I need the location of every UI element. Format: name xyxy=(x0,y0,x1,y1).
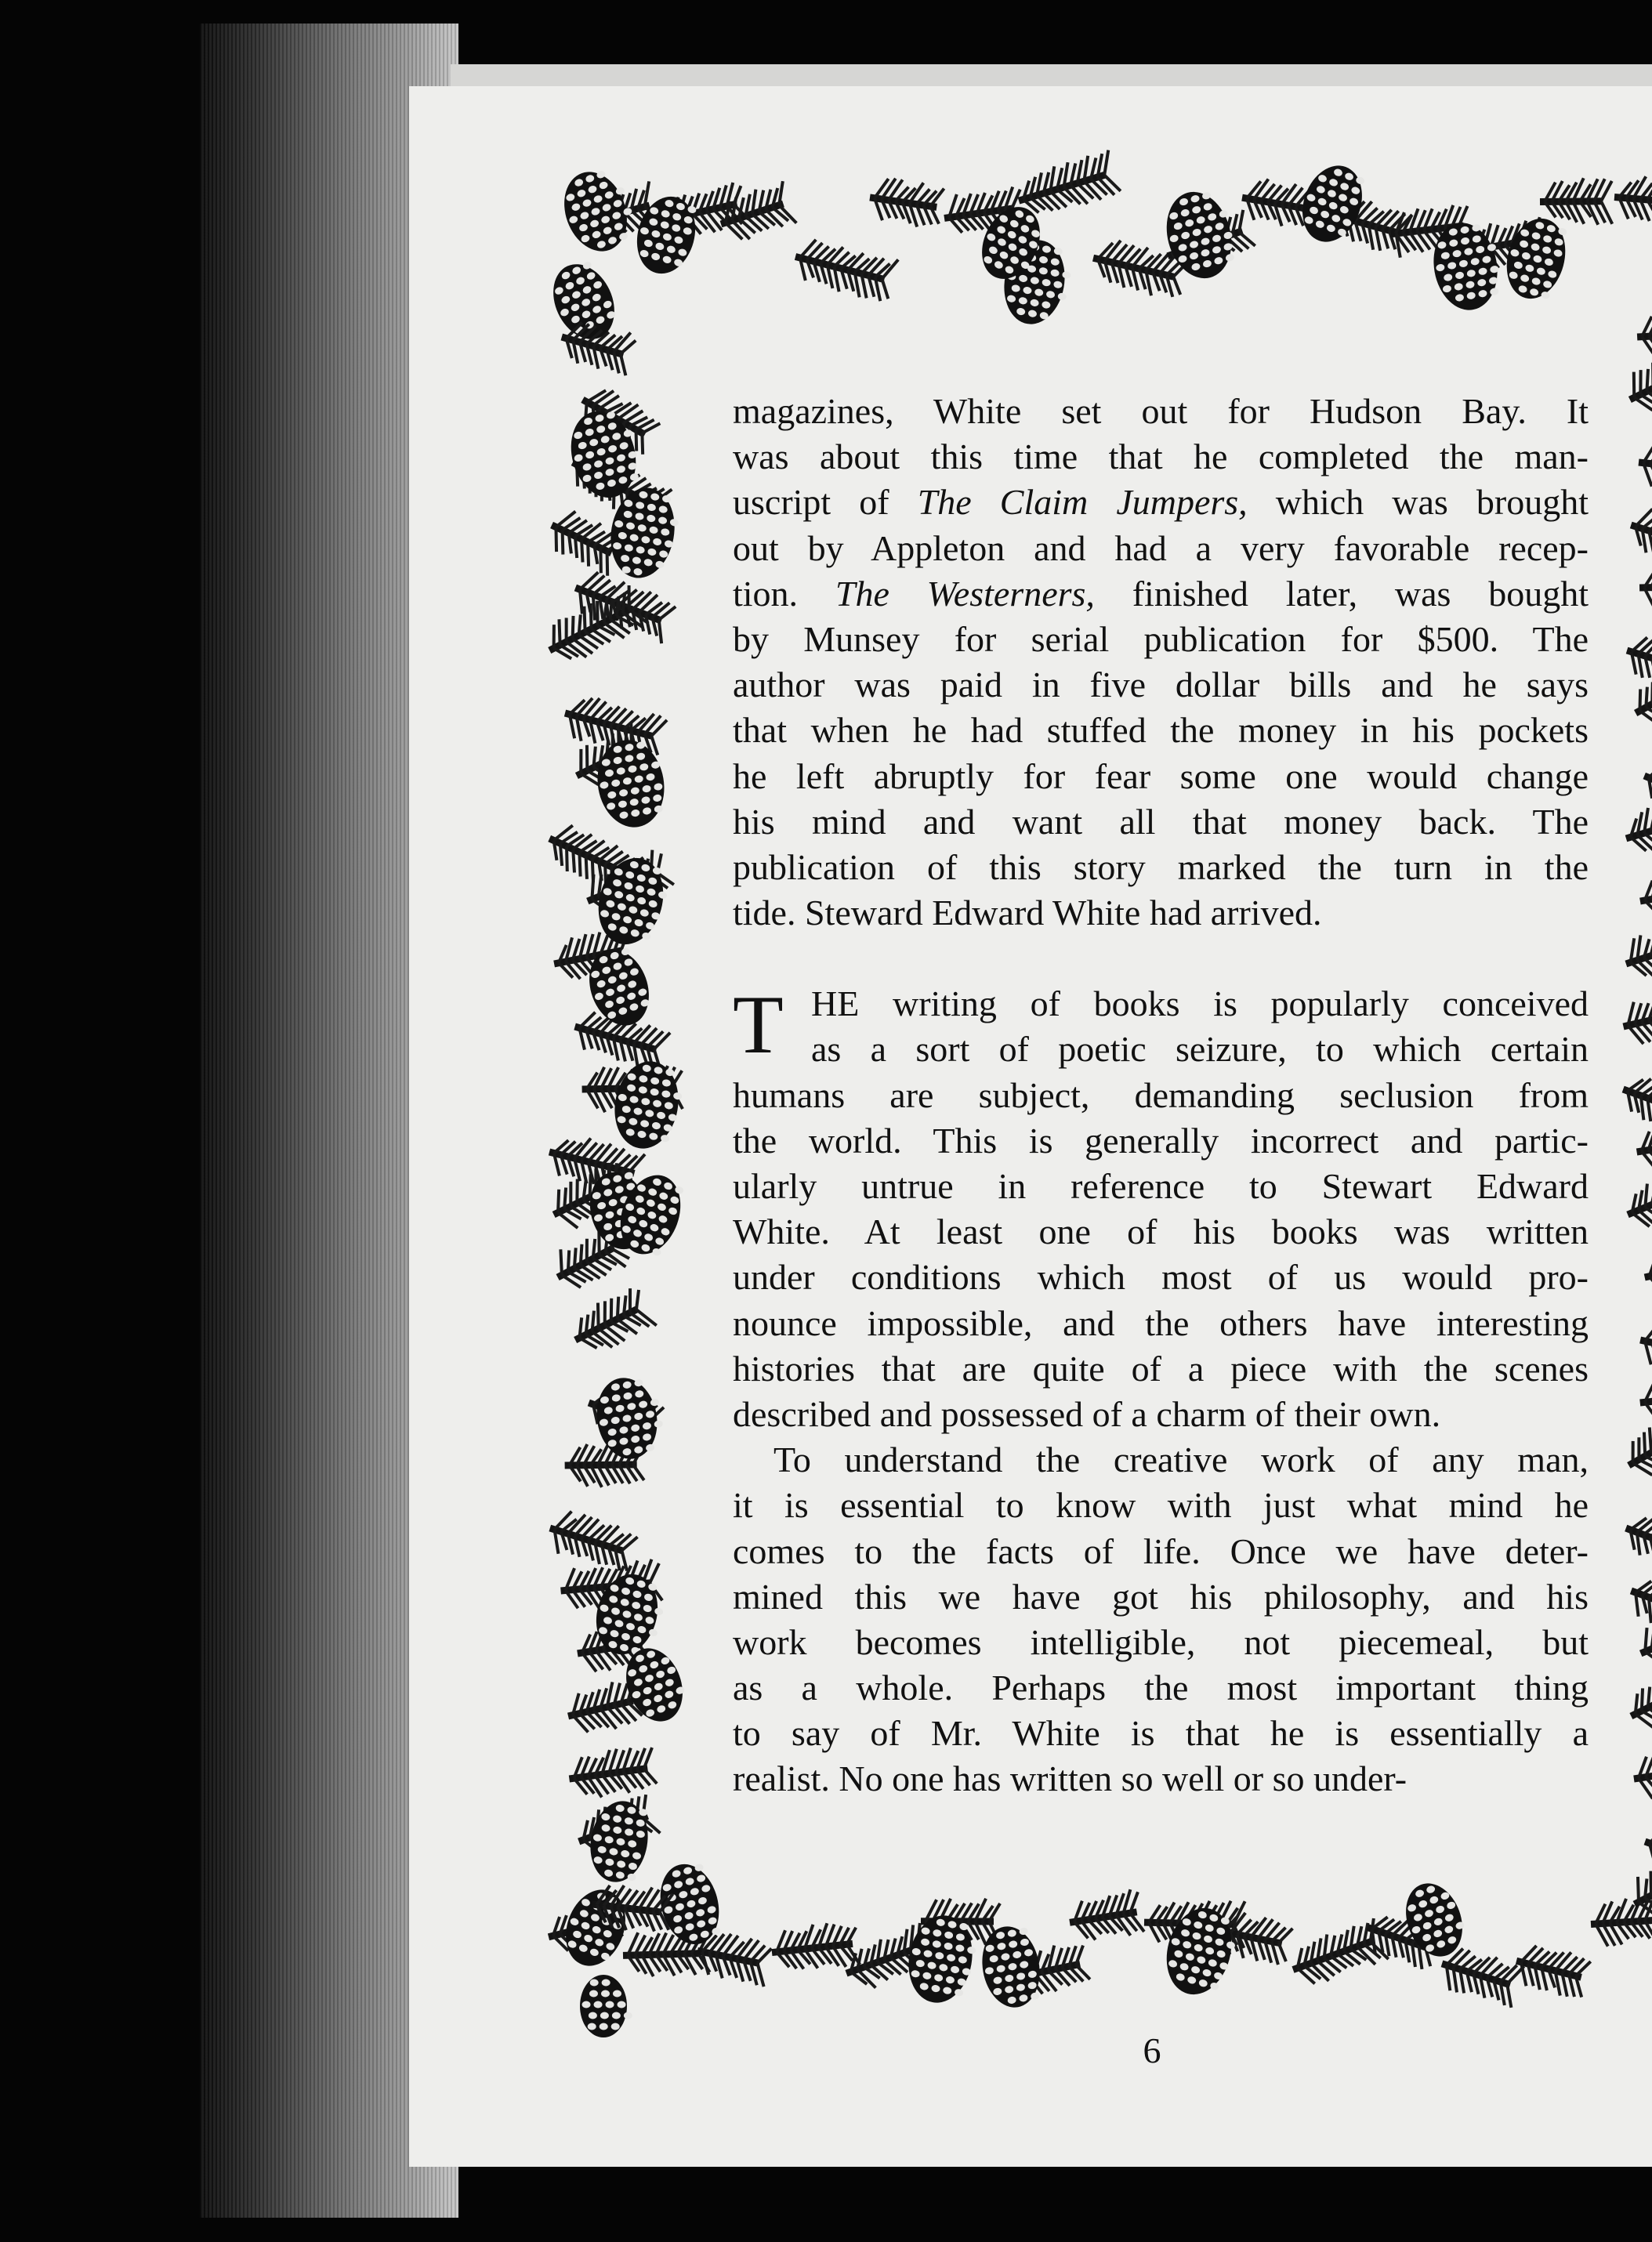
pine-needles xyxy=(1618,986,1652,1049)
pine-needles xyxy=(1618,1410,1652,1486)
text-line: nounce impossible, and the others have interesting xyxy=(733,1302,1589,1343)
text-line: comes to the facts of life. Once we have deter- xyxy=(733,1530,1589,1571)
pine-needles xyxy=(1640,1242,1652,1299)
text-line: realist. No one has written so well or so under- xyxy=(733,1758,1407,1799)
paragraph-1 xyxy=(733,389,1589,936)
pine-needles xyxy=(770,1920,860,1975)
text-line: as a whole. Perhaps the most important thing xyxy=(733,1668,1589,1708)
page-text xyxy=(733,389,1589,1802)
text-line: was about this time that he completed the man- xyxy=(733,436,1589,477)
pine-needles xyxy=(543,1506,639,1575)
text-line: by Munsey for serial publication for $500. The xyxy=(733,618,1589,659)
paragraph-3 xyxy=(733,1437,1589,1802)
pine-needles xyxy=(566,1744,658,1802)
pine-needles xyxy=(1621,628,1652,693)
text-line: he left abruptly for fear some one would change xyxy=(733,755,1589,796)
text-line: out by Appleton and had a very favorable recep- xyxy=(733,527,1589,568)
text-line: his mind and want all that money back. The xyxy=(733,801,1589,842)
pine-needles xyxy=(790,234,899,304)
pine-needles xyxy=(1639,563,1652,610)
pinecone xyxy=(580,1975,632,2037)
book-title: The Westerners, xyxy=(835,573,1095,614)
text-line: ularly untrue in reference to Stewart Edward xyxy=(733,1166,1589,1206)
pine-needles xyxy=(1618,1506,1652,1579)
text-run: uscript of xyxy=(733,482,918,523)
pine-needles xyxy=(867,176,944,230)
pine-needles xyxy=(1625,504,1652,570)
pine-needles xyxy=(1066,1889,1144,1945)
text-line: as a sort of poetic seizure, to which certain xyxy=(811,1029,1589,1070)
text-line: mined this we have got his philosophy, and his xyxy=(733,1576,1589,1617)
pine-needles xyxy=(1621,1660,1652,1737)
text-line: the world. This is generally incorrect and partic- xyxy=(733,1120,1589,1161)
pinecone xyxy=(604,483,684,584)
pinecone xyxy=(1498,212,1574,305)
pine-needles xyxy=(1636,755,1652,822)
book-title: The Claim Jumpers, xyxy=(917,482,1248,523)
text-line: HE writing of books is popularly conceived xyxy=(811,983,1589,1024)
pinecone xyxy=(556,1882,636,1975)
pine-needles xyxy=(1511,1940,1592,2001)
drop-cap: T xyxy=(733,979,784,1071)
pine-needles xyxy=(1613,174,1652,224)
text-line: under conditions which most of us would pro- xyxy=(733,1257,1589,1298)
text-line: To understand the creative work of any man, xyxy=(773,1440,1589,1480)
pine-needles xyxy=(1620,350,1652,421)
pine-needles xyxy=(1636,1317,1652,1377)
text-line: humans are subject, demanding seclusion from xyxy=(733,1074,1589,1115)
text-line: histories that are quite of a piece with the scenes xyxy=(733,1348,1589,1389)
text-line: White. At least one of his books was written xyxy=(733,1212,1589,1252)
text-line: author was paid in five dollar bills and he says xyxy=(733,665,1589,705)
pinecone xyxy=(608,1056,687,1154)
pine-needles xyxy=(1636,311,1652,360)
text-line: tide. Steward Edward White had arrived. xyxy=(733,893,1322,933)
pinecone xyxy=(562,404,647,505)
pinecone xyxy=(585,1797,654,1887)
page-number: 6 xyxy=(1143,2030,1161,2070)
text-run: which was brought xyxy=(1247,482,1589,523)
text-line: magazines, White set out for Hudson Bay. It xyxy=(733,391,1589,431)
pine-needles xyxy=(1619,922,1652,986)
text-line: described and possessed of a charm of their own. xyxy=(733,1393,1441,1434)
text-line: that when he had stuffed the money in his pockets xyxy=(733,710,1589,751)
pine-needles xyxy=(565,1284,657,1360)
pinecone xyxy=(1157,1901,1243,2003)
pinecone xyxy=(976,1922,1046,2012)
pine-needles xyxy=(1619,795,1652,860)
text-line: work becomes intelligible, not piecemeal, but xyxy=(733,1621,1589,1662)
pine-needles xyxy=(1633,1118,1652,1175)
text-line: publication of this story marked the turn in the xyxy=(733,846,1589,887)
pine-needles xyxy=(1540,178,1613,225)
text-run: finished later, was bought xyxy=(1094,573,1589,614)
pine-needles xyxy=(1631,1744,1652,1801)
paragraph-2 xyxy=(733,981,1589,1437)
pine-needles xyxy=(1620,1168,1652,1235)
pine-needles xyxy=(1638,1370,1652,1423)
text-line xyxy=(733,571,1589,617)
text-run: tion. xyxy=(733,573,835,614)
pine-needles xyxy=(1636,867,1652,924)
pinecone xyxy=(554,161,643,260)
pine-needles xyxy=(1616,1070,1652,1132)
text-line: to say of Mr. White is that he is essentially a xyxy=(733,1713,1589,1754)
pine-needles xyxy=(1636,440,1652,493)
text-line: it is essential to know with just what mind he xyxy=(733,1485,1589,1526)
text-line xyxy=(733,480,1589,525)
